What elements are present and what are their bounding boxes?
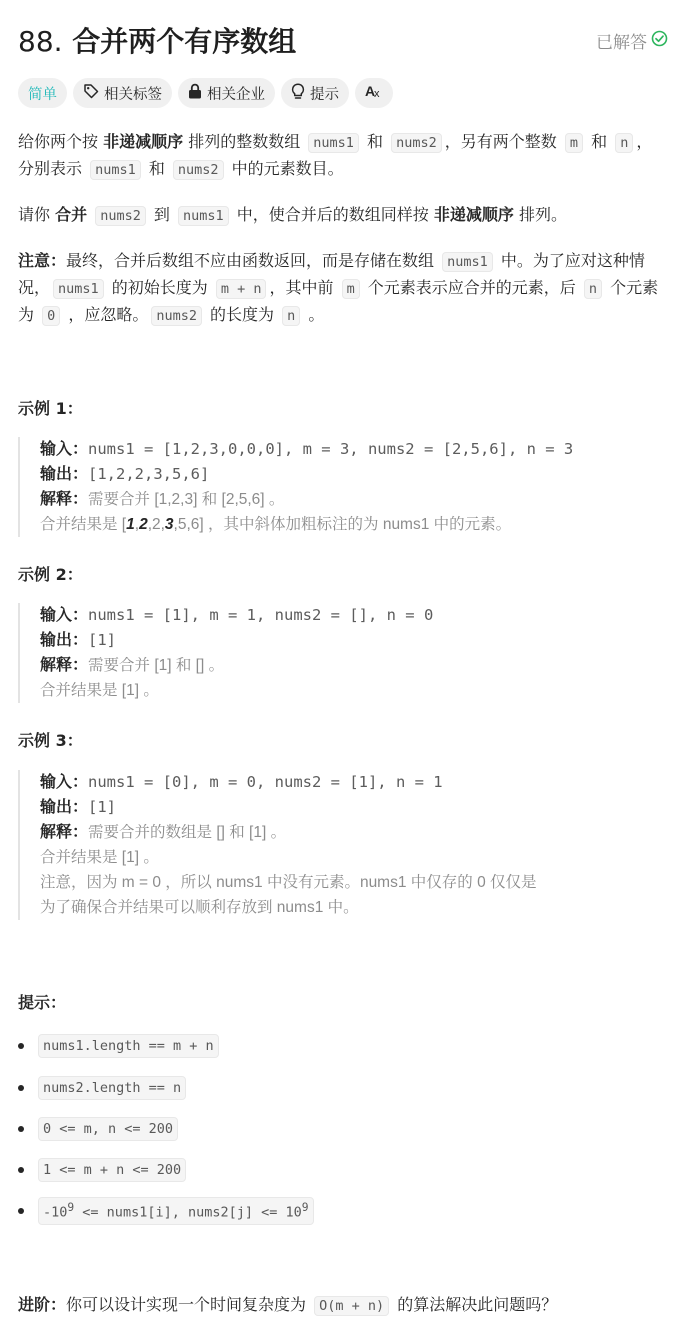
example-2-title: 示例 2： xyxy=(18,565,83,584)
constraint-code xyxy=(38,1197,314,1225)
text: 中。为了应对这种情况， xyxy=(18,251,645,297)
problem-title-text: 合并两个有序数组 xyxy=(72,25,297,58)
text: 最终，合并后数组不应由函数返回，而是存储在数组 xyxy=(66,251,440,270)
example-input-line xyxy=(40,770,658,795)
text: 的算法解决此问题吗？ xyxy=(392,1295,558,1314)
exponent: 9 xyxy=(301,1201,309,1214)
bullet xyxy=(18,1043,24,1049)
tag-icon xyxy=(83,83,99,103)
text: -10 xyxy=(43,1204,68,1221)
related-tags-label: 相关标签 xyxy=(104,86,162,103)
text: ，其中前 xyxy=(269,278,339,297)
explain-text: 需要合并 [1,2,3] 和 [2,5,6] 。 xyxy=(88,491,285,508)
input-value: nums1 = [1], m = 1, nums2 = [], n = 0 xyxy=(88,606,434,624)
list-item xyxy=(18,1197,314,1225)
explain-text: ,5,6] ，其中斜体加粗标注的为 nums1 中的元素。 xyxy=(173,516,512,533)
text: 个元素表示应合并的元素，后 xyxy=(362,278,581,297)
inline-code: O(m + n) xyxy=(314,1296,389,1316)
explain-text: 合并结果是 [ xyxy=(40,516,127,533)
hints-label: 提示 xyxy=(310,86,339,103)
text: 排列的整数数组 xyxy=(183,132,306,151)
output-value: [1] xyxy=(88,631,117,649)
example-explain-line-2: 合并结果是 [1] 。 xyxy=(40,682,159,699)
highlight-number: 1 xyxy=(126,516,135,533)
difficulty-label: 简单 xyxy=(28,86,57,103)
text: <= nums1[i], nums2[j] <= 10 xyxy=(74,1204,302,1221)
example-3-title: 示例 3： xyxy=(18,731,83,750)
text: ，应忽略。 xyxy=(63,305,149,324)
inline-code: 0 xyxy=(42,306,60,326)
list-item xyxy=(18,1158,186,1182)
inline-code: nums1 xyxy=(53,279,104,299)
text: ，另有两个整数 xyxy=(444,132,562,151)
text: 的初始长度为 xyxy=(106,278,213,297)
related-tags-button[interactable] xyxy=(73,78,172,108)
lock-icon xyxy=(188,83,202,103)
text: 中的元素数目。 xyxy=(226,159,344,178)
bullet xyxy=(18,1085,24,1091)
list-item xyxy=(18,1117,178,1141)
example-explain-line xyxy=(40,653,658,678)
bullet xyxy=(18,1208,24,1214)
translate-button[interactable] xyxy=(355,78,393,108)
exponent: 9 xyxy=(67,1201,75,1214)
example-3-block xyxy=(18,770,658,920)
constraint-code: 1 <= m + n <= 200 xyxy=(38,1158,186,1182)
inline-code: n xyxy=(584,279,602,299)
explain-text: 需要合并 [1] 和 [] 。 xyxy=(88,657,225,674)
lightbulb-icon xyxy=(291,83,305,104)
solved-status xyxy=(596,28,668,53)
example-output-line xyxy=(40,795,658,820)
tag-bar xyxy=(18,78,393,108)
text: 和 xyxy=(586,132,613,151)
bold-text: 非递减顺序 xyxy=(433,205,514,224)
text: 中，使合并后的数组同样按 xyxy=(231,205,434,224)
check-circle-icon xyxy=(651,30,668,52)
bullet xyxy=(18,1167,24,1173)
input-label: 输入： xyxy=(40,607,89,624)
follow-up-label: 进阶： xyxy=(18,1295,67,1314)
bold-text: 合并 xyxy=(55,205,88,224)
example-explain-line xyxy=(40,820,658,845)
explain-label: 解释： xyxy=(40,824,89,841)
description-paragraph-2 xyxy=(18,202,668,229)
example-explain-line-2: 合并结果是 [1] 。 xyxy=(40,849,159,866)
bold-text: 非递减顺序 xyxy=(103,132,184,151)
inline-code: nums1 xyxy=(90,160,141,180)
inline-code: m + n xyxy=(216,279,267,299)
explain-label: 解释： xyxy=(40,657,89,674)
example-explain-line xyxy=(40,487,658,512)
example-2-block xyxy=(18,603,658,703)
svg-text:x: x xyxy=(374,88,380,99)
input-value: nums1 = [0], m = 0, nums2 = [1], n = 1 xyxy=(88,773,443,791)
inline-code: nums1 xyxy=(308,133,359,153)
solved-label: 已解答 xyxy=(596,33,647,53)
text: 到 xyxy=(148,205,176,224)
inline-code: nums2 xyxy=(151,306,202,326)
description-paragraph-3 xyxy=(18,248,668,329)
example-explain-line-4: 为了确保合并结果可以顺利存放到 nums1 中。 xyxy=(40,899,359,916)
highlight-number: 2 xyxy=(139,516,148,533)
explain-text: , xyxy=(134,516,140,533)
svg-text:A: A xyxy=(365,83,376,99)
inline-code: m xyxy=(565,133,583,153)
text: 你可以设计实现一个时间复杂度为 xyxy=(66,1295,312,1314)
example-output-line xyxy=(40,628,658,653)
example-explain-line-3: 注意，因为 m = 0 ，所以 nums1 中没有元素。nums1 中仅存的 0 仅仅是 xyxy=(40,874,537,891)
inline-code: nums2 xyxy=(173,160,224,180)
text: 。 xyxy=(303,305,325,324)
inline-code: n xyxy=(615,133,633,153)
explain-label: 解释： xyxy=(40,491,89,508)
inline-code: nums1 xyxy=(442,252,493,272)
constraint-code: nums1.length == m + n xyxy=(38,1034,219,1058)
text: 和 xyxy=(143,159,170,178)
input-label: 输入： xyxy=(40,774,89,791)
constraint-code: nums2.length == n xyxy=(38,1076,186,1100)
example-input-line xyxy=(40,603,658,628)
inline-code: m xyxy=(342,279,360,299)
output-value: [1,2,2,3,5,6] xyxy=(88,465,210,483)
bullet xyxy=(18,1126,24,1132)
related-companies-label: 相关企业 xyxy=(207,86,265,103)
inline-code: nums1 xyxy=(178,206,229,226)
example-1-title: 示例 1： xyxy=(18,399,83,418)
example-explain-line-2 xyxy=(40,512,658,537)
highlight-number: 3 xyxy=(164,516,174,533)
text: ，分别表示 xyxy=(18,132,653,178)
translate-icon xyxy=(364,83,384,103)
constraints-title: 提示： xyxy=(18,993,67,1012)
example-1-block xyxy=(18,437,658,537)
explain-text: 需要合并的数组是 [] 和 [1] 。 xyxy=(88,824,287,841)
list-item xyxy=(18,1076,186,1100)
text: 请你 xyxy=(18,205,56,224)
text: 个元素为 xyxy=(18,278,659,324)
output-label: 输出： xyxy=(40,632,89,649)
output-value: [1] xyxy=(88,798,117,816)
text: 的长度为 xyxy=(204,305,280,324)
text: 给你两个按 xyxy=(18,132,104,151)
explain-text: ,2, xyxy=(147,516,165,533)
constraint-code: 0 <= m, n <= 200 xyxy=(38,1117,178,1141)
inline-code: nums2 xyxy=(391,133,442,153)
inline-code: n xyxy=(282,306,300,326)
text: 排列。 xyxy=(513,205,567,224)
input-value: nums1 = [1,2,3,0,0,0], m = 3, nums2 = [2,5,6], n = 3 xyxy=(88,440,574,458)
title-row xyxy=(18,18,668,62)
hints-button[interactable] xyxy=(281,78,349,108)
description-paragraph-1 xyxy=(18,129,668,183)
output-label: 输出： xyxy=(40,466,89,483)
note-label: 注意： xyxy=(18,251,67,270)
text: 和 xyxy=(361,132,389,151)
problem-title[interactable] xyxy=(18,20,296,60)
follow-up xyxy=(18,1292,557,1315)
list-item xyxy=(18,1034,219,1058)
inline-code: nums2 xyxy=(95,206,146,226)
problem-number: 88. xyxy=(18,25,63,58)
example-input-line xyxy=(40,437,658,462)
text xyxy=(87,205,92,224)
difficulty-badge[interactable] xyxy=(18,78,67,108)
input-label: 输入： xyxy=(40,441,89,458)
output-label: 输出： xyxy=(40,799,89,816)
related-companies-button[interactable] xyxy=(178,78,275,108)
example-output-line xyxy=(40,462,658,487)
